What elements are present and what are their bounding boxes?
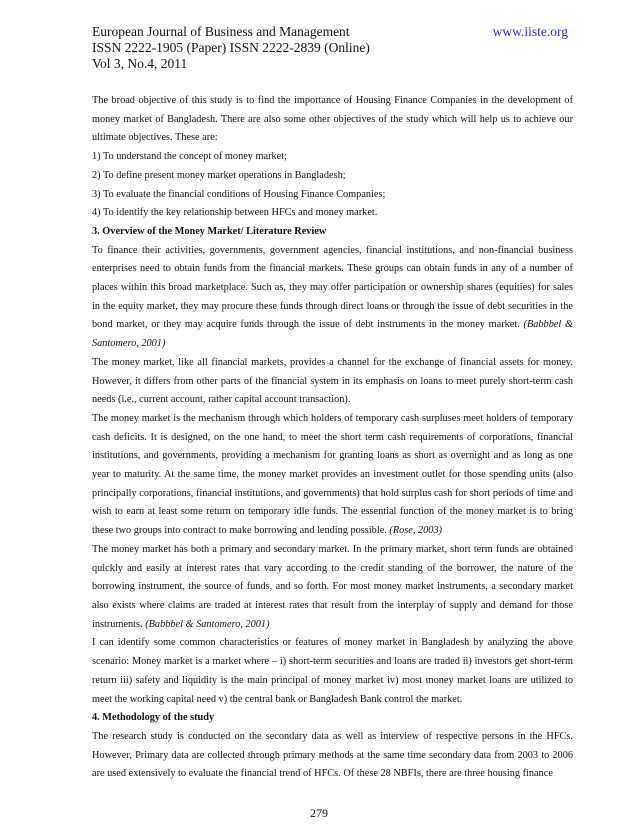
objective-item: 2) To define present money market operations in Bangladesh; — [92, 169, 346, 181]
section-3-heading: 3. Overview of the Money Market/ Literature Review — [92, 225, 327, 237]
paragraph: The money market, like all financial markets, provides a channel for the exchange of financial assets for money. However, it differs from other parts of the financial system in its emphasis on loans to meet purely short-term cash needs (i.e., current account, rather capital account transaction). — [92, 356, 573, 406]
objective-item: 4) To identify the key relationship between HFCs and money market. — [92, 207, 378, 219]
section-4-heading: 4. Methodology of the study — [92, 712, 215, 724]
paragraph-text: The money market has both a primary and secondary market. In the primary market, short term funds are obtained quickly and easily at interest rates that vary according to the credit standing of the borrower, the nature of the borrowing instrument, the source of funds, and so forth. For most money market instruments, a secondary market also exists where claims are traded at interest rates that result from the interplay of supply and demand for those instruments. — [92, 543, 573, 630]
issn-line: ISSN 2222-1905 (Paper) ISSN 2222-2839 (Online) — [92, 40, 370, 55]
journal-url-link[interactable]: www.iiste.org — [492, 24, 568, 39]
volume-line: Vol 3, No.4, 2011 — [92, 56, 188, 71]
intro-paragraph: The broad objective of this study is to find the importance of Housing Finance Companies in the development of money market of Bangladesh. There are also some other objectives of the study which will help us to achieve our ultimate objectives. These are: — [92, 95, 573, 144]
objective-item: 3) To evaluate the financial conditions of Housing Finance Companies; — [92, 188, 386, 200]
citation: (Babbbel & Santomero, 2001) — [145, 618, 270, 630]
paragraph — [92, 541, 573, 635]
citation: (Rose, 2003) — [389, 525, 443, 537]
article-body — [92, 92, 573, 784]
citation: (Babbbel & Santomero, 2001) — [92, 319, 574, 350]
journal-title: European Journal of Business and Management — [92, 24, 350, 39]
paragraph — [92, 242, 573, 354]
paragraph: The research study is conducted on the secondary data as well as interview of respective persons in the HFCs. However, Primary data are collected through primary methods at the same time secondary data from 2003 to 2006 are used extensively to evaluate the financial trend of HFCs. Of these 28 NBFIs, there are three housing finance — [92, 730, 573, 780]
objective-item: 1) To understand the concept of money market; — [92, 151, 287, 163]
page-number: 279 — [310, 806, 328, 820]
journal-header — [92, 24, 568, 72]
paragraph: I can identify some common characteristics or features of money market in Bangladesh by analyzing the above scenario: Money market is a market where – i) short-term securities and loans are traded ii) investors get short-term return iii) safety and liquidity is the main principal of money market iv) most money market loans are utilized to meet the working capital need v) the central bank or Bangladesh Bank control the market. — [92, 637, 573, 705]
paragraph-text: The money market is the mechanism through which holders of temporary cash surpluses meet holders of temporary cash deficits. It is designed, on the one hand, to meet the short term cash requirements of corporations, financial institutions, and governments, providing a mechanism for granting loans as short as overnight and as long as one year to maturity. At the same time, the money market provides an investment outlet for those spending units (also principally corporations, financial institutions, and governments) that hold surplus cash for short periods of time and wish to earn at least some return on temporary idle funds. The essential function of the money market is to bring these two groups into contract to make borrowing and lending possible. — [92, 412, 573, 537]
paragraph-text: To finance their activities, governments, government agencies, financial institutions, and non-financial business enterprises need to obtain funds from the financial markets. These groups can obtain funds in any of a number of places within this broad marketplace. Such as, they may offer participation or ownership shares (equities) for sales in the equity market, they may procure these funds through direct loans or through the issue of debt securities in the bond market, or they may acquire funds through the issue of debt instruments in the money market. — [92, 244, 573, 331]
paragraph — [92, 410, 573, 541]
